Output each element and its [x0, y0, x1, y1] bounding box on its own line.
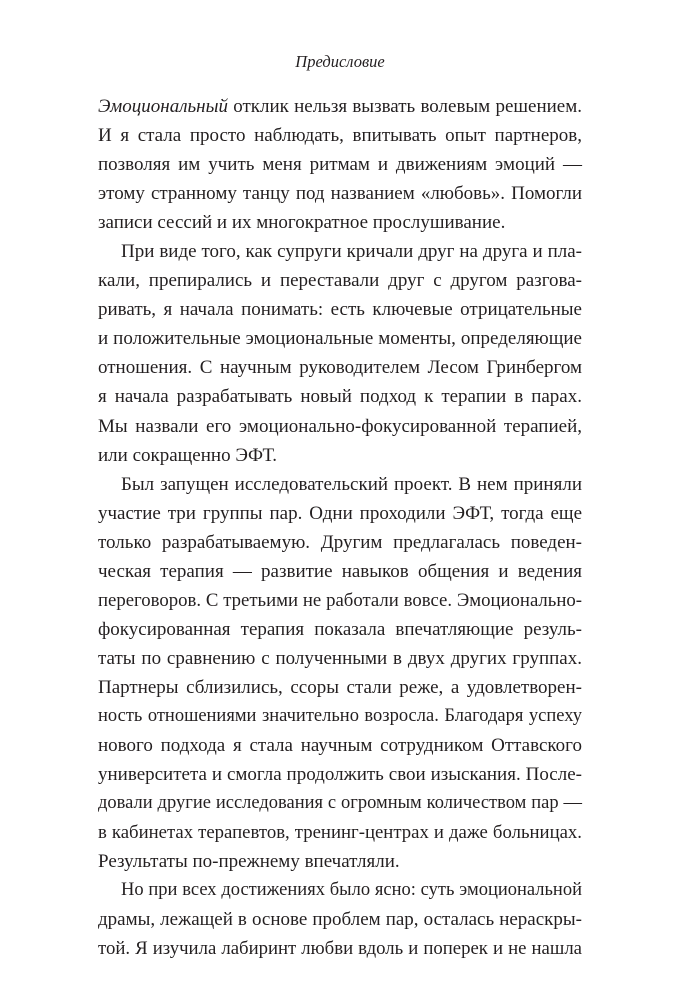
- text-line: довали другие исследования с огромным количеством пар —: [98, 793, 582, 814]
- body-text: [98, 92, 582, 963]
- italic-word: Эмоциональный: [98, 96, 228, 117]
- text-line: Был запущен исследовательский проект. В нем приняли: [121, 473, 582, 495]
- text-line: драмы, лежащей в основе проблем пар, осталась нераскры-: [98, 909, 582, 931]
- text-line: кали, препирались и переставали друг с другом разгова-: [98, 270, 582, 292]
- text-line: участие три группы пар. Одни проходили ЭФТ, тогда еще: [98, 502, 582, 524]
- text-line: нового подхода я стала научным сотрудником Оттавского: [98, 735, 582, 757]
- text-line: фокусированная терапия показала впечатляющие резуль-: [98, 618, 582, 640]
- text-line: переговоров. С третьими не работали вовсе. Эмоционально-: [98, 589, 582, 611]
- text-line: Но при всех достижениях было ясно: суть эмоциональной: [121, 880, 582, 901]
- text-line: Партнеры сблизились, ссоры стали реже, а удовлетворен-: [98, 676, 582, 698]
- text-line: Результаты по-прежнему впечатляли.: [98, 851, 400, 873]
- text-line: Мы назвали его эмоционально-фокусированной терапией,: [98, 415, 582, 437]
- text-line: таты по сравнению с полученными в двух других группах.: [98, 647, 582, 669]
- text-line: ческая терапия — развитие навыков общения и ведения: [98, 560, 582, 582]
- text-line: ность отношениями значительно возросла. Благодаря успеху: [98, 705, 582, 726]
- text-line: или сокращенно ЭФТ.: [98, 444, 277, 466]
- text-line: только разрабатываемую. Другим предлагалась поведен-: [98, 531, 582, 553]
- text-line: При виде того, как супруги кричали друг на друга и пла-: [121, 241, 582, 263]
- text-line: университета и смогла продолжить свои изыскания. После-: [98, 764, 582, 786]
- text-line: позволяя им учить меня ритмам и движениям эмоций —: [98, 154, 582, 176]
- text-span: отклик нельзя вызвать волевым решением.: [227, 96, 582, 117]
- text-line: в кабинетах терапевтов, тренинг-центрах и даже больницах.: [98, 822, 582, 844]
- text-line: этому странному танцу под названием «любовь». Помогли: [98, 183, 582, 205]
- text-line: И я стала просто наблюдать, впитывать опыт партнеров,: [98, 125, 582, 147]
- text-line: и положительные эмоциональные моменты, определяющие: [98, 328, 582, 350]
- text-line: записи сессий и их многократное прослушивание.: [98, 212, 506, 234]
- text-line: я начала разрабатывать новый подход к терапии в парах.: [98, 386, 582, 408]
- text-line: ривать, я начала понимать: есть ключевые отрицательные: [98, 299, 582, 321]
- text-line: [98, 92, 582, 121]
- running-head: Предисловие: [295, 52, 385, 71]
- text-line: отношения. С научным руководителем Лесом Гринбергом: [98, 357, 582, 379]
- text-line: той. Я изучила лабиринт любви вдоль и поперек и не нашла: [98, 938, 582, 960]
